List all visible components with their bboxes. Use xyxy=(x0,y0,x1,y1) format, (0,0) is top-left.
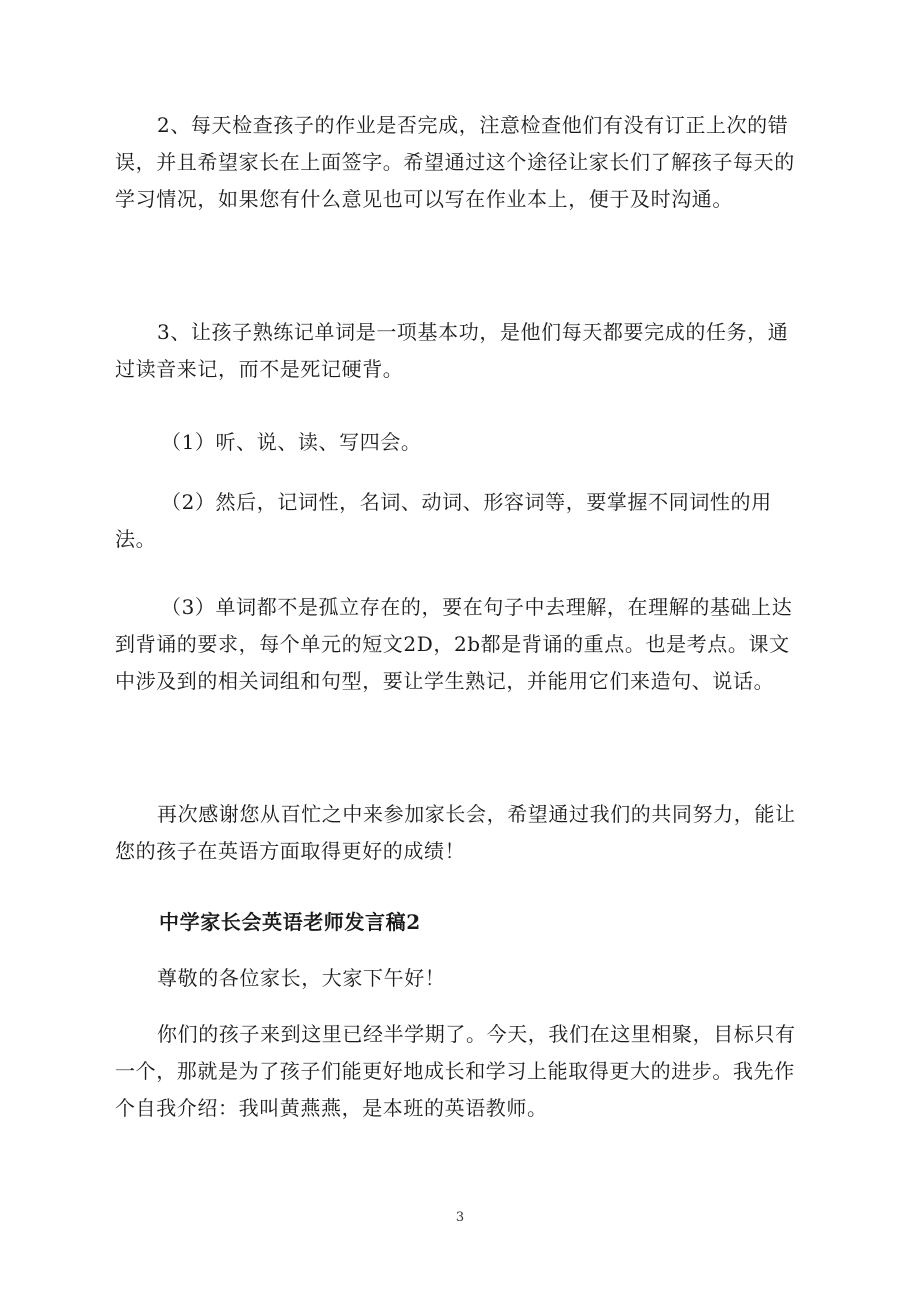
paragraph-four-skills: （1）听、说、读、写四会。 xyxy=(161,430,422,454)
paragraph-greeting: 尊敬的各位家长，大家下午好！ xyxy=(157,966,446,990)
paragraph-context-learning: （3）单词都不是孤立存在的，要在句子中去理解，在理解的基础上达到背诵的要求，每个单元的短文2D，2b都是背诵的重点。也是考点。课文中涉及到的相关词组和句型，要让学生熟记，并能用它们来造句、说话。 xyxy=(115,595,793,693)
paragraph-parts-of-speech: （2）然后，记词性，名词、动词、形容词等，要掌握不同词性的用法。 xyxy=(115,490,772,551)
page-number: 3 xyxy=(455,1210,465,1225)
section-heading: 中学家长会英语老师发言稿2 xyxy=(159,910,421,934)
paragraph-vocabulary: 3、让孩子熟练记单词是一项基本功，是他们每天都要完成的任务，通过读音来记，而不是死记硬背。 xyxy=(115,320,789,381)
paragraph-homework-check: 2、每天检查孩子的作业是否完成，注意检查他们有没有订正上次的错误，并且希望家长在上面签字。希望通过这个途径让家长们了解孩子每天的学习情况，如果您有什么意见也可以写在作业本上，便于及时沟通。 xyxy=(115,113,795,211)
paragraph-introduction: 你们的孩子来到这里已经半学期了。今天，我们在这里相聚，目标只有一个，那就是为了孩子们能更好地成长和学习上能取得更大的进步。我先作个自我介绍：我叫黄燕燕，是本班的英语教师。 xyxy=(115,1022,796,1120)
paragraph-thanks: 再次感谢您从百忙之中来参加家长会，希望通过我们的共同努力，能让您的孩子在英语方面取得更好的成绩！ xyxy=(115,802,796,863)
